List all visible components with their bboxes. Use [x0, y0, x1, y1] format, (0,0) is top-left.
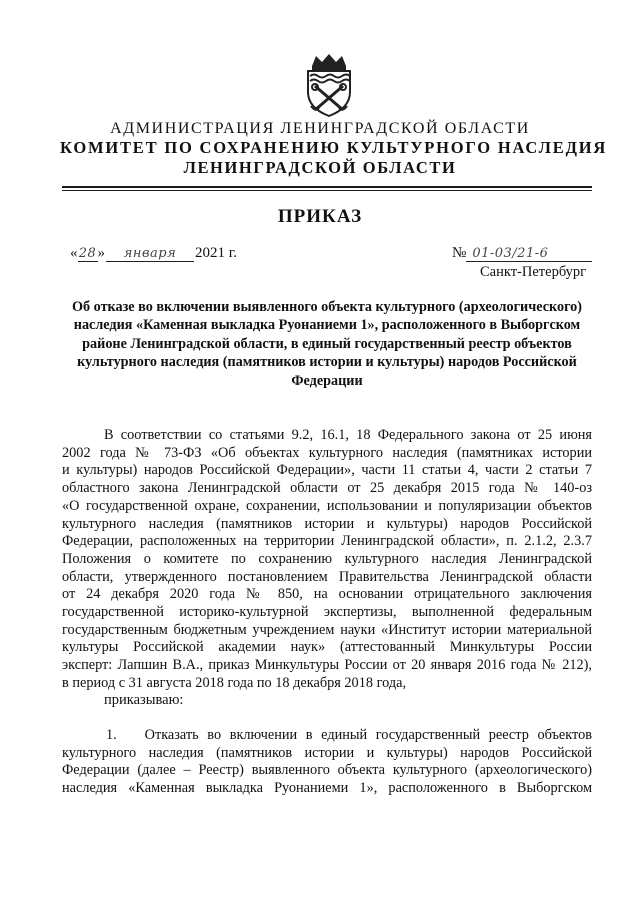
preamble-line: культуры Российской академии наук» (аттестованный Минкультуры России — [62, 639, 592, 656]
org-name-line-3: ЛЕНИНГРАДСКОЙ ОБЛАСТИ — [183, 158, 457, 177]
date-open-quote: « — [70, 245, 78, 261]
item-text: Отказать во включении в единый государственный реестр объектов — [144, 727, 592, 743]
date-day: 28 — [78, 246, 97, 261]
document-subject — [62, 298, 592, 390]
preamble-line: государственным бюджетным учреждением науки «Институт истории материальной — [62, 621, 592, 638]
preamble-line: Положения о комитете по сохранению культурного наследия Ленинградской — [62, 550, 592, 567]
preamble-line: от 24 декабря 2020 года № 850, на основании отрицательного заключения — [62, 586, 592, 603]
document-number — [452, 245, 592, 262]
preamble-line: 2002 года № 73-ФЗ «Об объектах культурного наследия (памятниках истории — [62, 444, 592, 461]
item-line: наследия «Каменная выкладка Руонаниеми 1», расположенного в Выборгском — [62, 780, 592, 797]
preamble-line: эксперт: Лапшин В.А., приказ Минкультуры России от 20 января 2016 года № 212), — [62, 657, 592, 674]
org-name-line-2: КОМИТЕТ ПО СОХРАНЕНИЮ КУЛЬТУРНОГО НАСЛЕДИЯ — [60, 138, 608, 157]
preamble-line: области, утвержденного постановлением Правительства Ленинградской области — [62, 568, 592, 585]
subject-line: районе Ленинградской области, в единый государственный реестр объектов — [82, 335, 572, 352]
org-name-line-1: АДМИНИСТРАЦИЯ ЛЕНИНГРАДСКОЙ ОБЛАСТИ — [110, 120, 530, 137]
header-divider-thick — [62, 186, 592, 188]
preamble-line: культурного наследия (памятников истории и культуры) народов Российской — [62, 515, 592, 532]
preamble-line: государственной историко-культурной экспертизы, выполненной федеральным — [62, 604, 592, 621]
preamble-line: В соответствии со статьями 9.2, 16.1, 18 Федерального закона от 25 июня — [104, 427, 592, 443]
preamble-line: областного закона Ленинградской области от 25 декабря 2015 года № 140-оз — [62, 480, 592, 497]
date-close-quote: » — [97, 245, 105, 261]
item-line: культурного наследия (памятников истории и культуры) народов Российской — [62, 744, 592, 761]
document-city: Санкт-Петербург — [480, 264, 587, 280]
order-item-1 — [62, 727, 592, 798]
subject-line: Об отказе во включении выявленного объекта культурного (археологического) — [72, 299, 582, 315]
item-line — [62, 727, 592, 745]
subject-line: культурного наследия (памятников истории и культуры) народов Российской — [77, 354, 577, 371]
number-value: 01-03/21-6 — [466, 246, 592, 262]
preamble-line: и культуры) народов Российской Федерации», части 11 статьи 4, части 2 статьи 7 — [62, 462, 592, 479]
item-number: 1. — [106, 727, 117, 743]
item-line: Федерации (далее – Реестр) выявленного объекта культурного (археологического) — [62, 762, 592, 779]
date-month: января — [106, 246, 194, 262]
preamble-line: в период с 31 августа 2018 года по 18 декабря 2018 года, — [62, 674, 407, 691]
number-prefix: № — [452, 245, 467, 261]
document-title: ПРИКАЗ — [277, 206, 363, 227]
header-divider-thin — [62, 190, 592, 191]
date-year: 2021 г. — [195, 245, 237, 261]
subject-line: Федерации — [291, 372, 363, 389]
preamble-line: Федерации, расположенных на территории Ленинградской области», п. 2.1.2, 2.3.7 — [62, 533, 592, 550]
preamble-paragraph — [62, 427, 592, 693]
order-word: приказываю: — [104, 692, 184, 708]
subject-line: наследия «Каменная выкладка Руонаниеми 1», расположенного в Выборгском — [73, 317, 581, 334]
preamble-line: «О государственной охране, сохранении, использовании и популяризации объектов — [62, 497, 592, 514]
coat-of-arms-icon — [300, 52, 358, 118]
document-date — [70, 245, 237, 262]
